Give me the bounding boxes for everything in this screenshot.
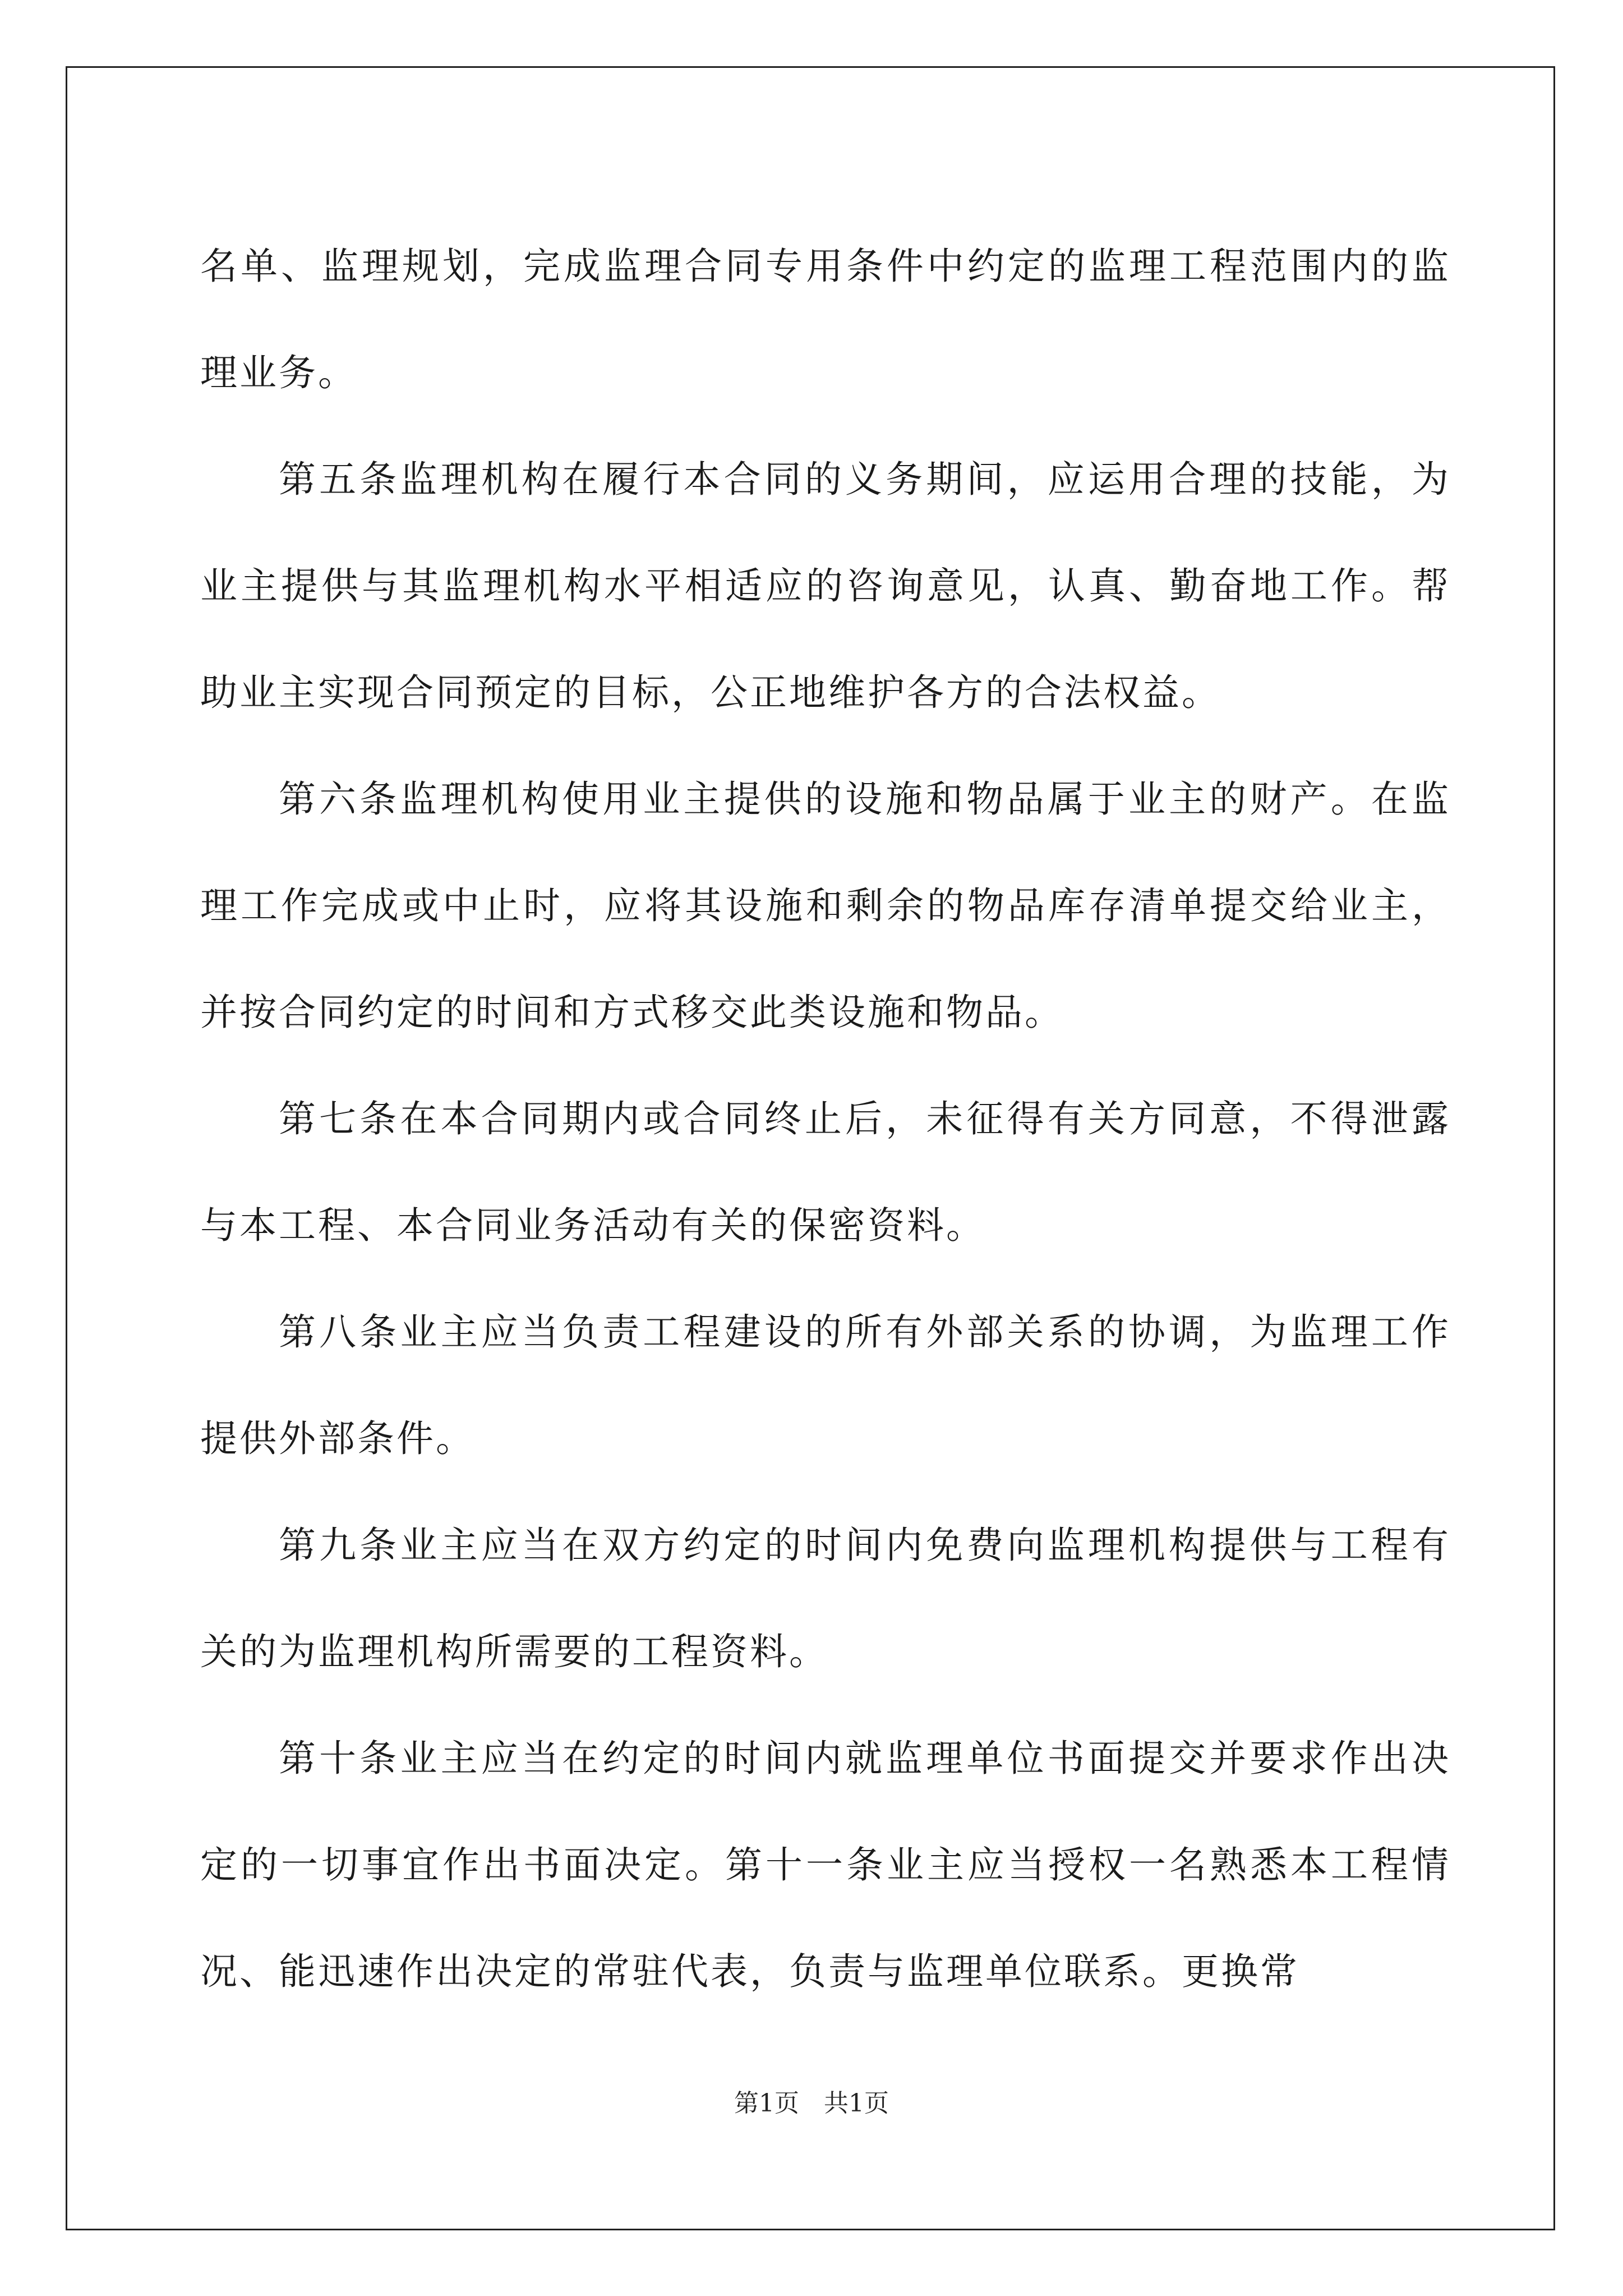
page-footer: 第1页 共1页 xyxy=(734,2089,889,2118)
paragraph-article-5: 第五条监理机构在履行本合同的义务期间，应运用合理的技能，为业主提供与其监理机构水平相适应的咨询意见，认真、勤奋地工作。帮助业主实现合同预定的目标，公正地维护各方的合法权益。 xyxy=(200,458,1451,714)
document-body xyxy=(200,213,1451,2025)
paragraph-article-9: 第九条业主应当在双方约定的时间内免费向监理机构提供与工程有关的为监理机构所需要的工程资料。 xyxy=(200,1524,1451,1673)
paragraph-article-7: 第七条在本合同期内或合同终止后，未征得有关方同意，不得泄露与本工程、本合同业务活动有关的保密资料。 xyxy=(200,1097,1451,1247)
paragraph-continuation: 名单、监理规划，完成监理合同专用条件中约定的监理工程范围内的监理业务。 xyxy=(200,245,1451,394)
paragraph-article-6: 第六条监理机构使用业主提供的设施和物品属于业主的财产。在监理工作完成或中止时，应将其设施和剩余的物品库存清单提交给业主，并按合同约定的时间和方式移交此类设施和物品。 xyxy=(200,777,1451,1034)
paragraph-article-10: 第十条业主应当在约定的时间内就监理单位书面提交并要求作出决定的一切事宜作出书面决定。第十一条业主应当授权一名熟悉本工程情况、能迅速作出决定的常驻代表，负责与监理单位联系。更换常 xyxy=(200,1737,1451,1993)
paragraph-article-8: 第八条业主应当负责工程建设的所有外部关系的协调，为监理工作提供外部条件。 xyxy=(200,1310,1451,1460)
